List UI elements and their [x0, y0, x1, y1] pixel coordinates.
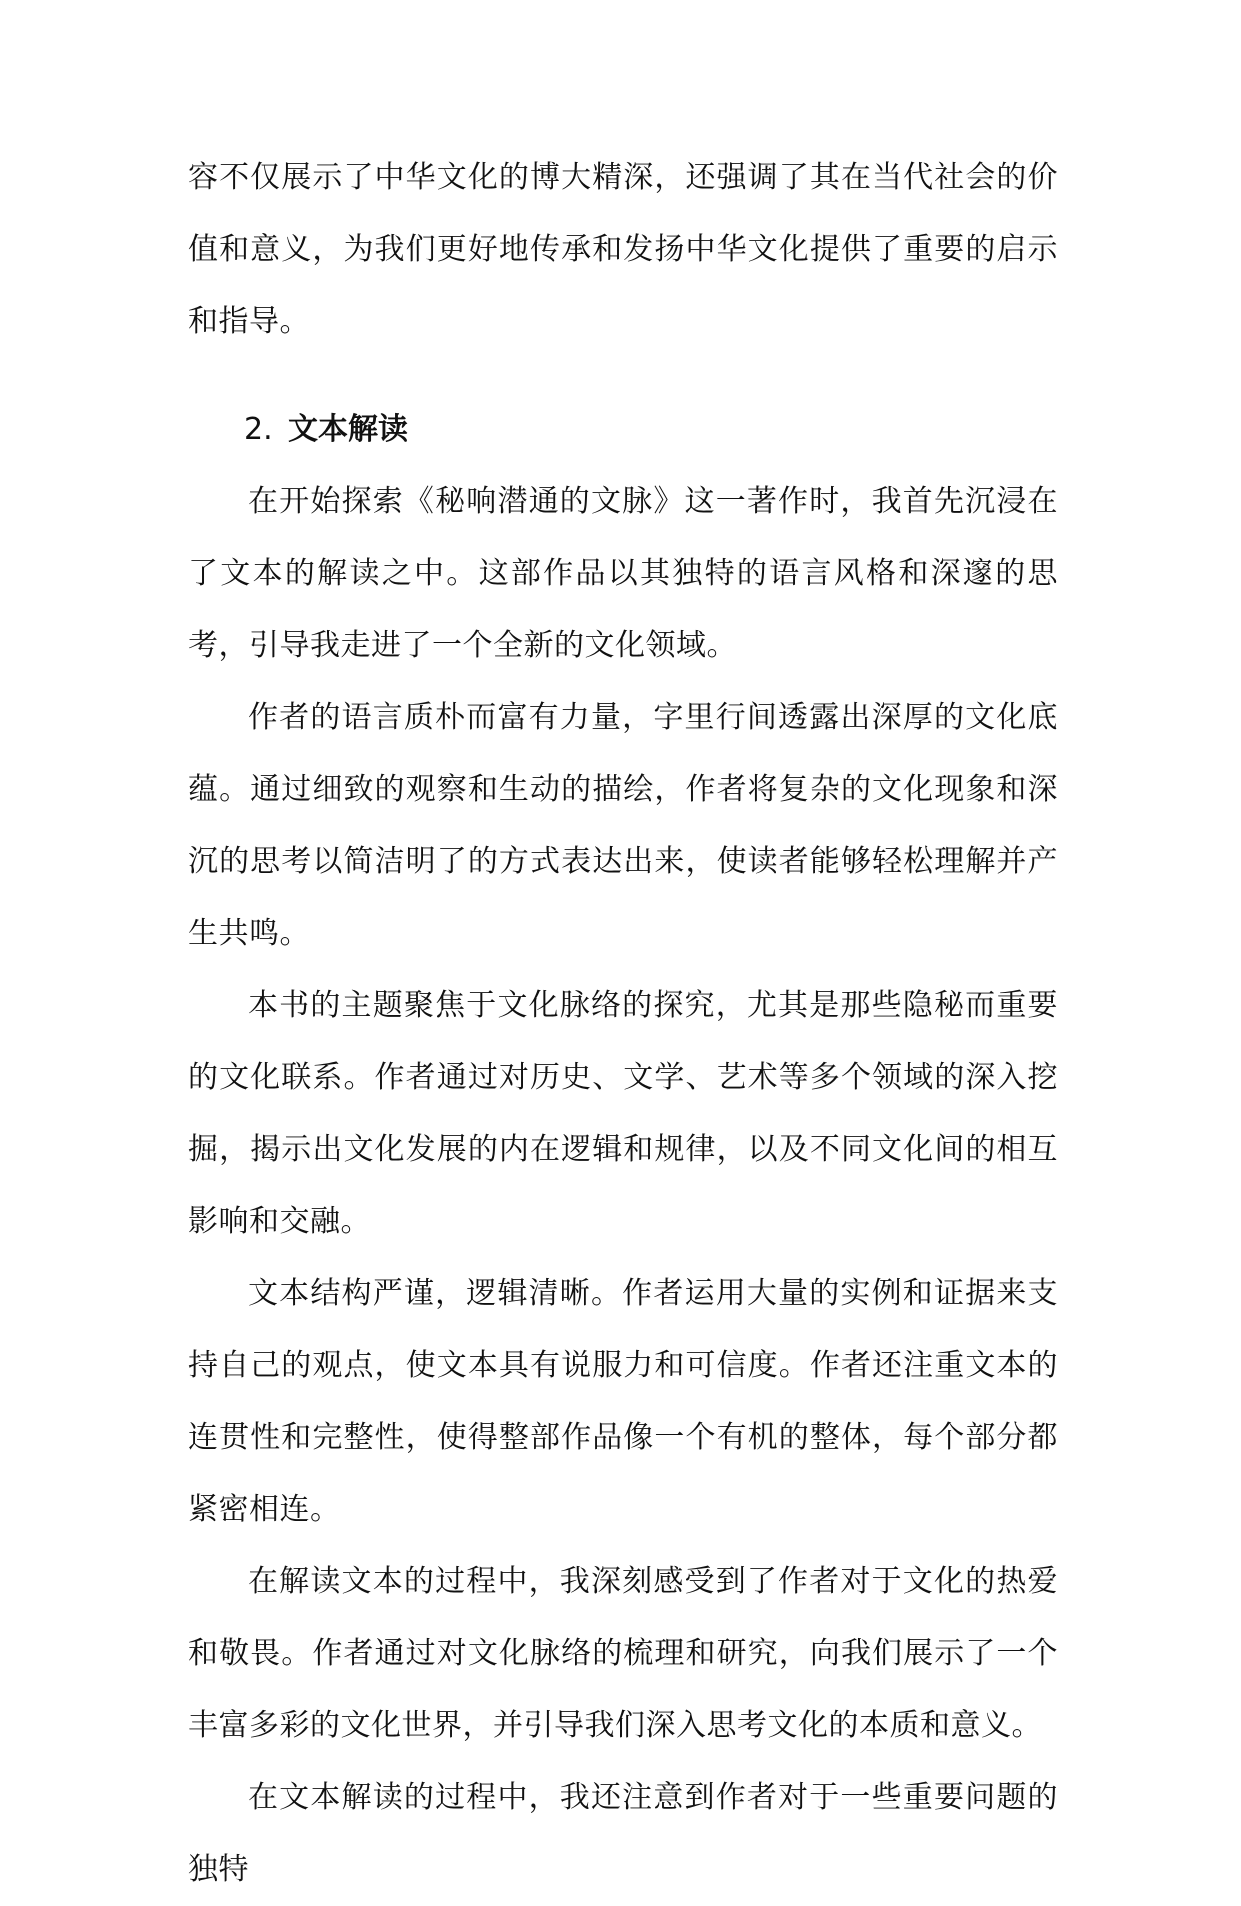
page-content — [188, 142, 1058, 1906]
body-paragraph-1: 在开始探索《秘响潜通的文脉》这一著作时，我首先沉浸在了文本的解读之中。这部作品以其独特的语言风格和深邃的思考，引导我走进了一个全新的文化领域。 — [188, 484, 1058, 663]
section-title: 文本解读 — [288, 412, 408, 447]
body-paragraph-5: 在解读文本的过程中，我深刻感受到了作者对于文化的热爱和敬畏。作者通过对文化脉络的梳理和研究，向我们展示了一个丰富多彩的文化世界，并引导我们深入思考文化的本质和意义。 — [188, 1564, 1058, 1743]
continuation-paragraph: 容不仅展示了中华文化的博大精深，还强调了其在当代社会的价值和意义，为我们更好地传承和发扬中华文化提供了重要的启示和指导。 — [188, 160, 1058, 339]
body-paragraph-2: 作者的语言质朴而富有力量，字里行间透露出深厚的文化底蕴。通过细致的观察和生动的描绘，作者将复杂的文化现象和深沉的思考以简洁明了的方式表达出来，使读者能够轻松理解并产生共鸣。 — [188, 700, 1058, 951]
body-paragraph-4: 文本结构严谨，逻辑清晰。作者运用大量的实例和证据来支持自己的观点，使文本具有说服力和可信度。作者还注重文本的连贯性和完整性，使得整部作品像一个有机的整体，每个部分都紧密相连。 — [188, 1276, 1058, 1527]
body-paragraph-6: 在文本解读的过程中，我还注意到作者对于一些重要问题的独特 — [188, 1780, 1058, 1887]
body-paragraph-3: 本书的主题聚焦于文化脉络的探究，尤其是那些隐秘而重要的文化联系。作者通过对历史、文学、艺术等多个领域的深入挖掘，揭示出文化发展的内在逻辑和规律，以及不同文化间的相互影响和交融。 — [188, 988, 1058, 1239]
section-number: 2. — [244, 412, 273, 447]
section-heading — [188, 394, 1058, 466]
